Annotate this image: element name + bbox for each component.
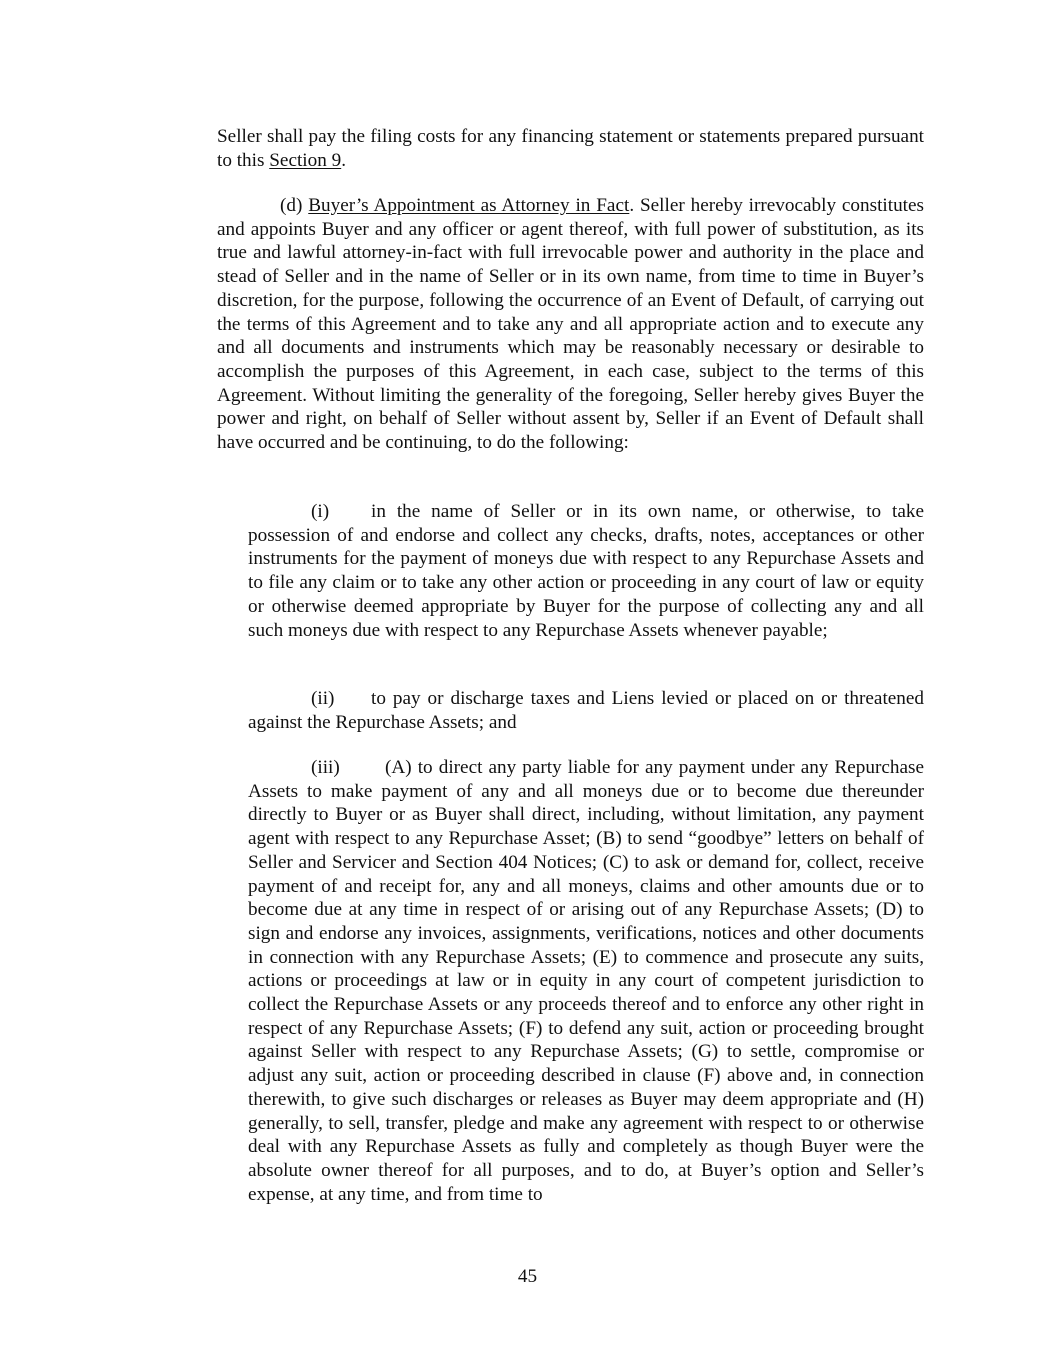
- paragraph-d-body: . Seller hereby irrevocably constitutes and appoints Buyer and any officer or agent thereof, with full power of substitution, as its true and lawful attorney-in-fact with full irrevocable power and authority in the place and stead of Seller and in the name of Seller or in its own name, from time to time in Buyer’s discretion, for the purpose, following the occurrence of an Event of Default, of carrying out the terms of this Agreement and to take any and all appropriate action and to execute any and all documents and instruments which may be reasonably necessary or desirable to accomplish the purposes of this Agreement, in each case, subject to the terms of this Agreement. Without limiting the generality of the foregoing, Seller hereby gives Buyer the power and right, on behalf of Seller without assent by, Seller if an Event of Default shall have occurred and be continuing, to do the following:: [217, 195, 924, 454]
- paragraph-intro: [217, 125, 924, 172]
- paragraph-ii-label: (ii): [311, 688, 335, 709]
- paragraph-ii: [248, 687, 924, 734]
- paragraph-i-label: (i): [311, 501, 330, 522]
- paragraph-d-heading: Buyer’s Appointment as Attorney in Fact: [308, 195, 630, 216]
- intro-text-after: .: [341, 149, 346, 171]
- paragraph-iii-body: (A) to direct any party liable for any payment under any Repurchase Assets to make payment of any and all moneys due or to become due thereunder directly to Buyer or as Buyer shall direct, including, without limitation, any payment agent with respect to any Repurchase Asset; (B) to send “goodbye” letters on behalf of Seller and Servicer and Section 404 Notices; (C) to ask or demand for, collect, receive payment of and receipt for, any and all moneys, claims and other amounts due or to become due at any time in respect of or arising out of any Repurchase Assets; (D) to sign and endorse any invoices, assignments, verifications, notices and other documents in connection with any Repurchase Assets; (E) to commence and prosecute any suits, actions or proceedings at law or in equity in any court of competent jurisdiction to collect the Repurchase Assets or any proceeds thereof and to enforce any other right in respect of any Repurchase Assets; (F) to defend any suit, action or proceeding brought against Seller with respect to any Repurchase Assets; (G) to settle, compromise or adjust any suit, action or proceeding described in clause (F) above and, in connection therewith, to give such discharges or releases as Buyer may deem appropriate and (H) generally, to sell, transfer, pledge and make any agreement with respect to or otherwise deal with any Repurchase Assets as fully and completely as though Buyer were the absolute owner thereof for all purposes, and to do, at Buyer’s option and Seller’s expense, at any time, and from time to: [248, 757, 924, 1205]
- page-number: 45: [517, 1266, 538, 1287]
- paragraph-iii: [248, 756, 924, 1206]
- paragraph-i-body: in the name of Seller or in its own name, or otherwise, to take possession of and endorse and collect any checks, drafts, notes, acceptances or other instruments for the payment of moneys due with respect to any Repurchase Assets and to file any claim or to take any other action or proceeding in any court of law or equity or otherwise deemed appropriate by Buyer for the purpose of collecting any and all such moneys due with respect to any Repurchase Assets whenever payable;: [248, 501, 924, 641]
- paragraph-i: [248, 500, 924, 642]
- paragraph-ii-body: to pay or discharge taxes and Liens levied or placed on or threatened against the Repurchase Assets; and: [248, 688, 924, 733]
- paragraph-d-label: (d): [280, 195, 309, 216]
- paragraph-iii-label: (iii): [311, 757, 340, 778]
- paragraph-d: [217, 194, 924, 455]
- intro-text-before: Seller shall pay the filing costs for any financing statement or statements prepared pursuant to this: [217, 126, 924, 171]
- section-9-reference: Section 9: [269, 149, 342, 171]
